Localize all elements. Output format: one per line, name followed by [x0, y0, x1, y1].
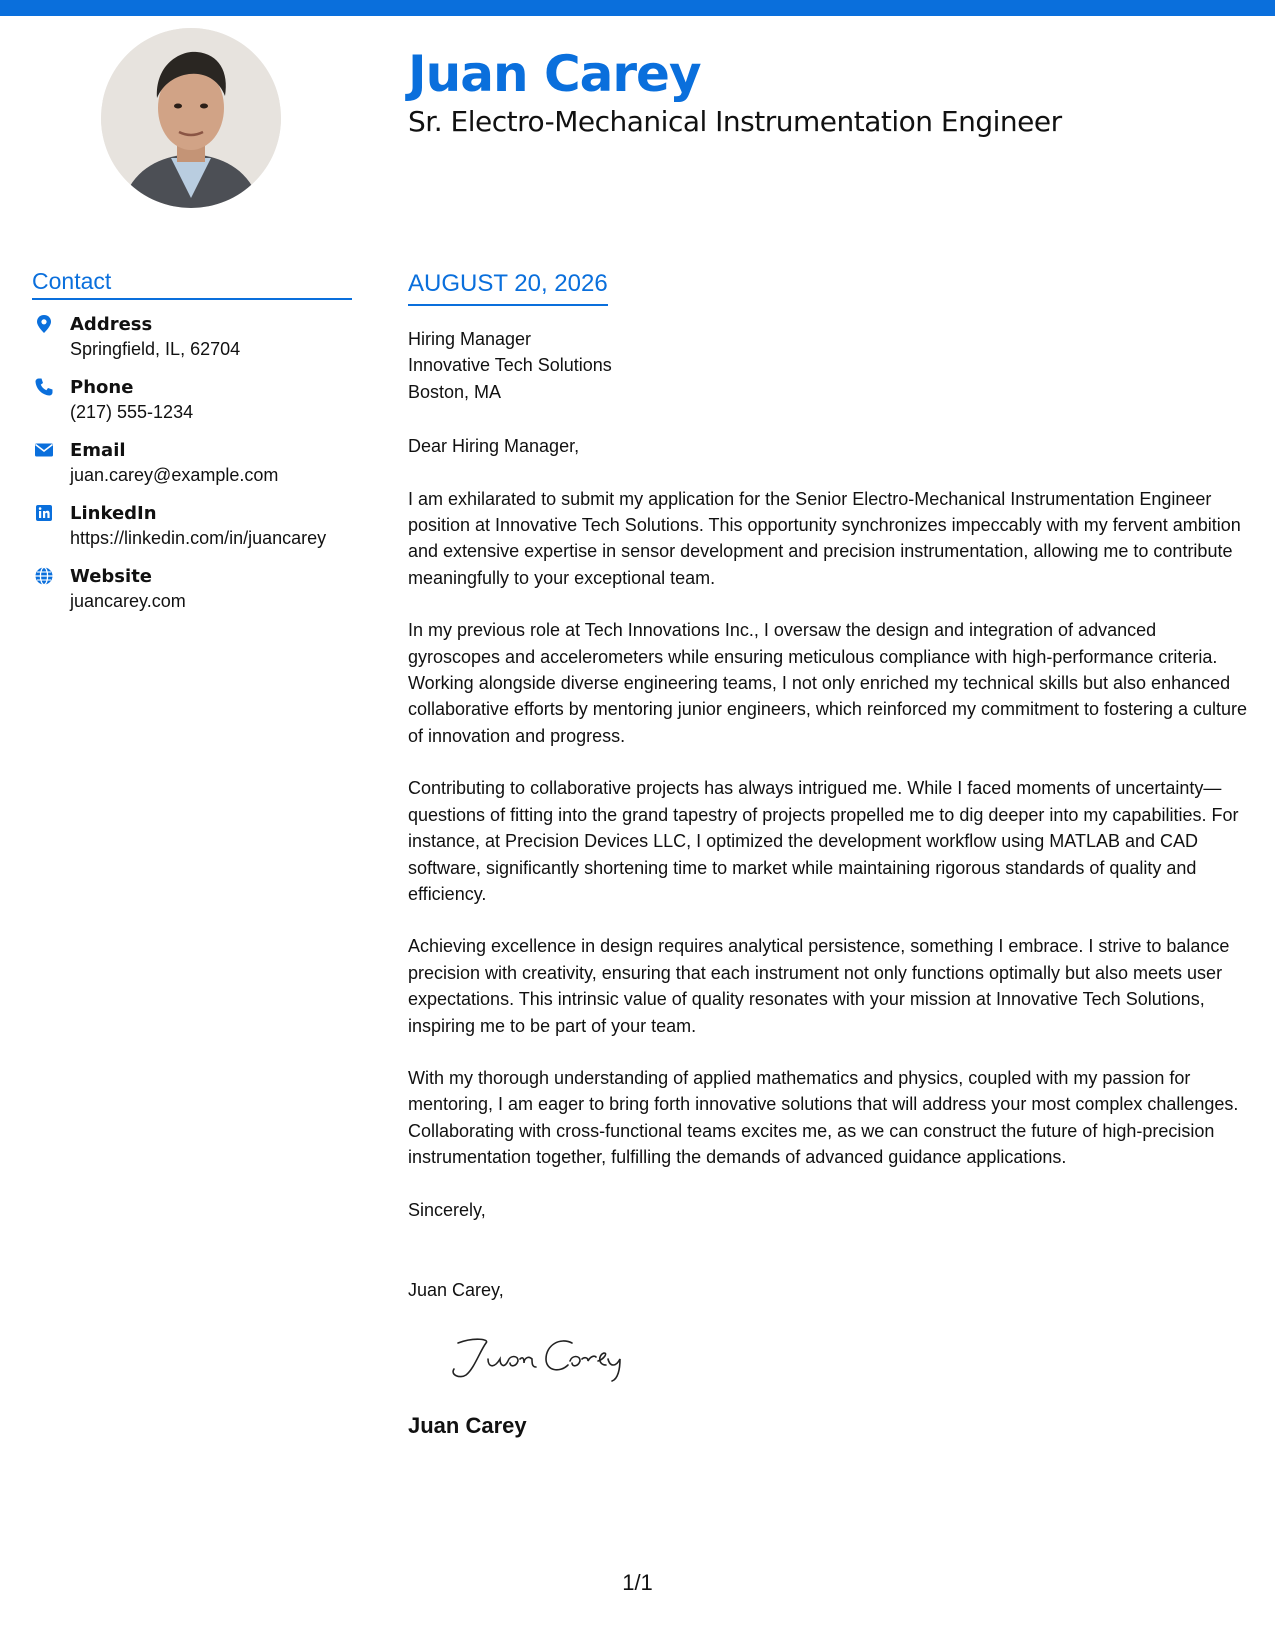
contact-sidebar — [32, 266, 352, 627]
salutation: Dear Hiring Manager, — [408, 436, 580, 457]
letter-body — [408, 268, 1253, 1441]
contact-label: Address — [70, 314, 153, 335]
contact-item-linkedin — [32, 501, 352, 564]
avatar — [101, 28, 281, 208]
body-paragraph: I am exhilarated to submit my application for the Senior Electro-Mechanical Instrumentation Engineer position at Innovative Tech Solutions. This opportunity synchronizes impeccably with my fervent ambition and extensive expertise in sensor development and precision instrumentation, allowing me to contribute meaningfully to your exceptional team. — [408, 488, 1241, 588]
body-paragraph: Achieving excellence in design requires analytical persistence, something I embrace. I strive to balance precision with creativity, ensuring that each instrument not only functions optimally but also meets user expectations. This intrinsic value of quality resonates with your mission at Innovative Tech Solutions, inspiring me to be part of your team. — [408, 936, 1230, 1036]
contact-item-website — [32, 564, 352, 627]
email-icon — [34, 440, 54, 460]
address-value: Springfield, IL, 62704 — [70, 339, 241, 359]
contact-list — [32, 312, 352, 627]
contact-label: Email — [70, 440, 126, 461]
contact-label: Website — [70, 566, 153, 587]
recipient-line: Hiring Manager — [408, 329, 532, 349]
recipient-block — [408, 326, 1253, 405]
body-paragraph: Contributing to collaborative projects has always intrigued me. While I faced moments of uncertainty—questions of fitting into the grand tapestry of projects propelled me to dig deeper into my capabilities. For instance, at Precision Devices LLC, I optimized the development workflow using MATLAB and CAD software, significantly shortening time to market while maintaining rigorous standards of quality and efficiency. — [408, 778, 1239, 904]
body-paragraph: In my previous role at Tech Innovations Inc., I oversaw the design and integration of advanced gyroscopes and accelerometers while ensuring meticulous compliance with high-performance criteria. Working alongside diverse engineering teams, I not only enriched my technical skills but also enhanced collaborative efforts by mentoring junior engineers, which reinforced my commitment to fostering a culture of innovation and progress. — [408, 620, 1248, 746]
location-pin-icon — [34, 314, 54, 334]
phone-icon — [34, 377, 54, 397]
signer-name: Juan Carey — [408, 1413, 527, 1439]
top-accent-bar — [0, 0, 1275, 16]
body-paragraph: With my thorough understanding of applied mathematics and physics, coupled with my passion for mentoring, I am eager to bring forth innovative solutions that will address your most complex challenges. Collaborating with cross-functional teams excites me, as we can construct the future of high-precision instrumentation together, fulfilling the demands of advanced guidance applications. — [408, 1067, 1239, 1168]
contact-label: Phone — [70, 377, 134, 398]
contact-item-address — [32, 312, 352, 375]
email-link[interactable]: juan.carey@example.com — [70, 465, 279, 485]
recipient-line: Innovative Tech Solutions — [408, 355, 612, 376]
phone-value: (217) 555-1234 — [70, 402, 194, 422]
closing: Sincerely, — [408, 1199, 486, 1220]
handwritten-signature — [444, 1329, 1253, 1389]
contact-heading: Contact — [32, 266, 352, 300]
contact-label: LinkedIn — [70, 503, 157, 524]
candidate-name: Juan Carey — [408, 45, 701, 103]
signer-line: Juan Carey, — [408, 1279, 504, 1300]
website-link[interactable]: juancarey.com — [70, 591, 186, 611]
profile-photo — [101, 28, 281, 208]
contact-item-email — [32, 438, 352, 501]
recipient-line: Boston, MA — [408, 381, 502, 402]
linkedin-icon — [34, 503, 54, 523]
letter-date: AUGUST 20, 2026 — [408, 268, 608, 306]
contact-item-phone — [32, 375, 352, 438]
globe-icon — [34, 566, 54, 586]
linkedin-link[interactable]: https://linkedin.com/in/juancarey — [70, 528, 327, 548]
job-title: Sr. Electro-Mechanical Instrumentation Engineer — [408, 105, 1062, 138]
page-number: 1/1 — [622, 1570, 653, 1595]
